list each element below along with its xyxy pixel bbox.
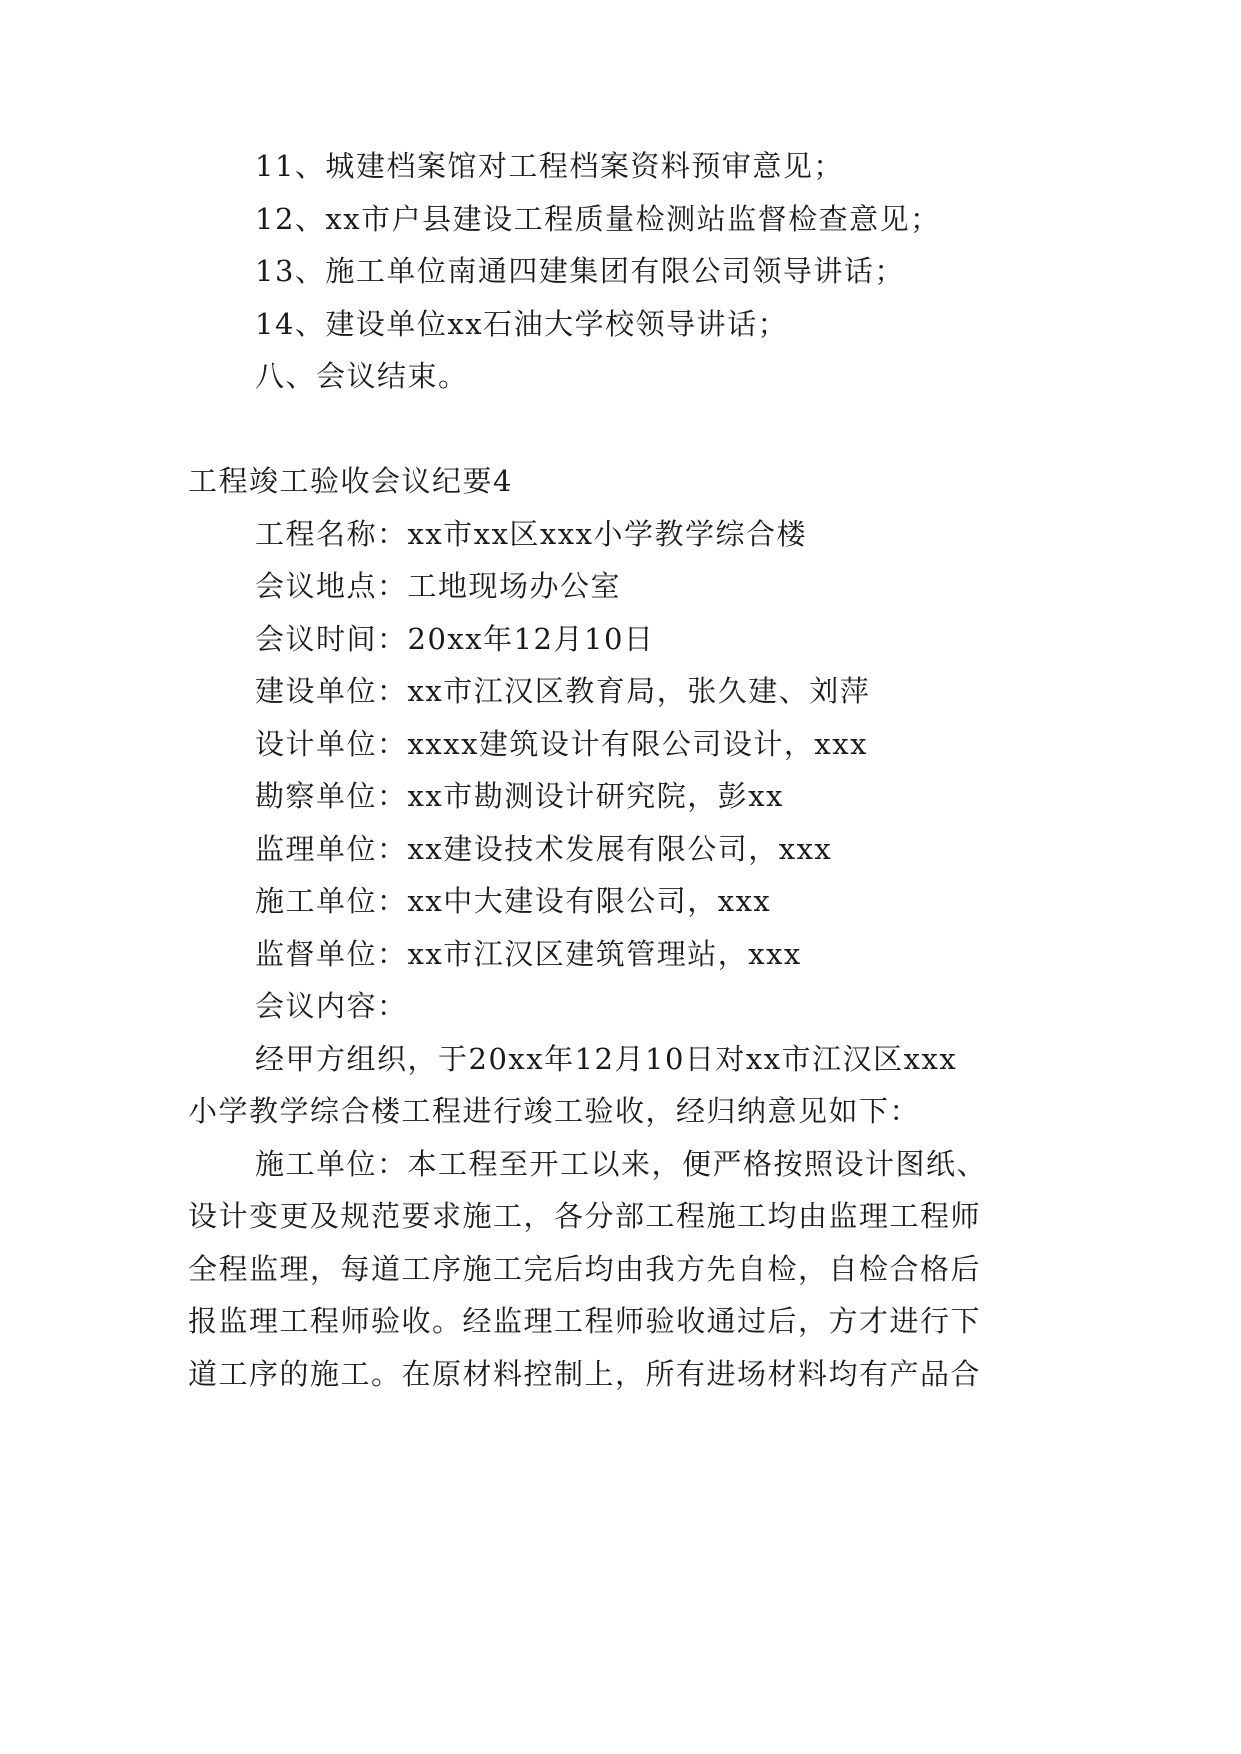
paragraph-1-line-1: 经甲方组织，于20xx年12月10日对xx市江汉区xxx [255,1042,958,1076]
agenda-item-14: 14、建设单位xx石油大学校领导讲话； [255,307,789,341]
field-meeting-location: 会议地点：工地现场办公室 [255,569,622,603]
field-meeting-content-label: 会议内容： [255,989,408,1023]
field-oversight-unit: 监督单位：xx市江汉区建筑管理站，xxx [255,937,802,971]
field-meeting-time: 会议时间：20xx年12月10日 [255,622,655,656]
paragraph-2-line-4: 报监理工程师验收。经监理工程师验收通过后，方才进行下 [188,1304,982,1338]
field-supervision-unit: 监理单位：xx建设技术发展有限公司，xxx [255,832,833,866]
agenda-item-13: 13、施工单位南通四建集团有限公司领导讲话； [255,254,905,288]
paragraph-2-line-5: 道工序的施工。在原材料控制上，所有进场材料均有产品合 [188,1357,982,1391]
paragraph-1-line-2: 小学教学综合楼工程进行竣工验收，经归纳意见如下： [188,1094,921,1128]
paragraph-2-line-2: 设计变更及规范要求施工，各分部工程施工均由监理工程师 [188,1199,982,1233]
field-owner-unit: 建设单位：xx市江汉区教育局，张久建、刘萍 [255,674,871,708]
field-project-name: 工程名称：xx市xx区xxx小学教学综合楼 [255,517,807,551]
section-title: 工程竣工验收会议纪要4 [188,464,513,498]
agenda-item-11: 11、城建档案馆对工程档案资料预审意见； [255,149,844,183]
agenda-item-12: 12、xx市户县建设工程质量检测站监督检查意见； [255,202,941,236]
field-construction-unit: 施工单位：xx中大建设有限公司，xxx [255,884,772,918]
paragraph-2-line-3: 全程监理，每道工序施工完后均由我方先自检，自检合格后 [188,1252,982,1286]
paragraph-2-line-1: 施工单位：本工程至开工以来，便严格按照设计图纸、 [255,1147,988,1181]
agenda-item-end: 八、会议结束。 [255,359,469,393]
field-survey-unit: 勘察单位：xx市勘测设计研究院，彭xx [255,779,784,813]
field-design-unit: 设计单位：xxxx建筑设计有限公司设计，xxx [255,727,868,761]
